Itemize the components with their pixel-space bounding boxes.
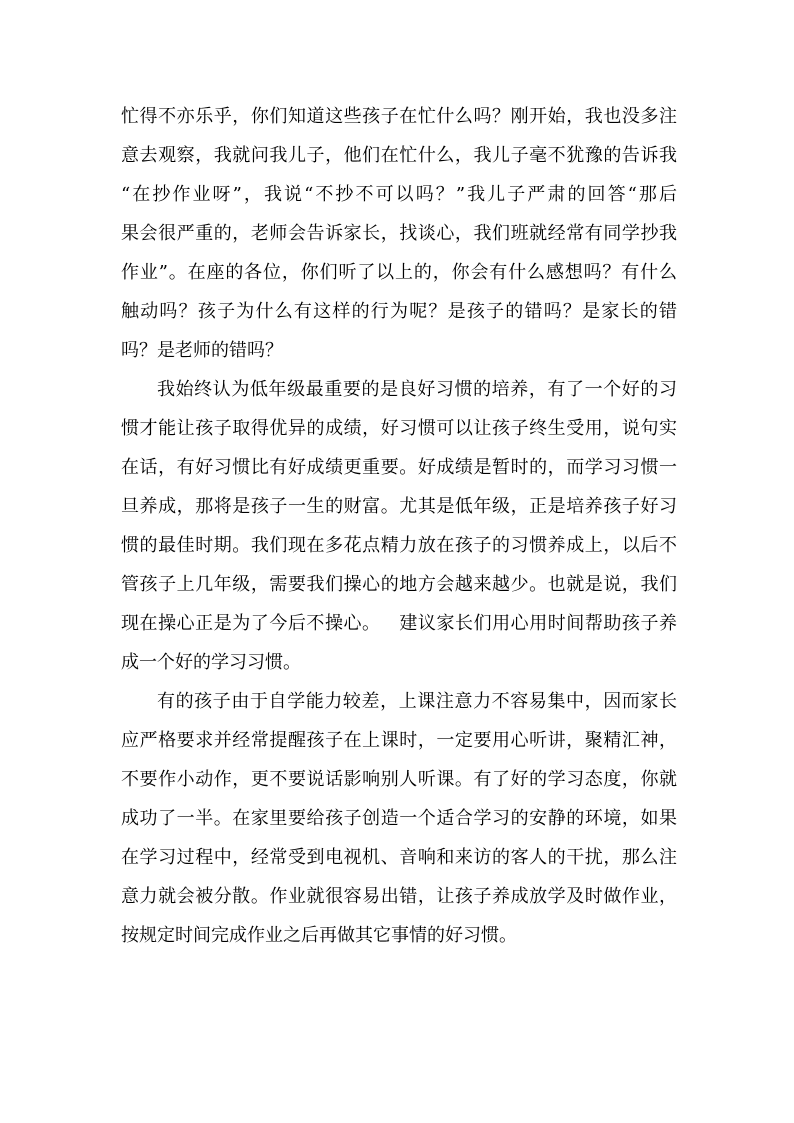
text-line: 成功了一半。在家里要给孩子创造一个适合学习的安静的环境，如果 <box>121 808 677 829</box>
text-line: 在学习过程中，经常受到电视机、音响和来访的客人的干扰，那么注 <box>121 847 677 868</box>
text-line: 旦养成，那将是孩子一生的财富。尤其是低年级，正是培养孩子好习 <box>121 496 677 517</box>
text-line: 成一个好的学习习惯。 <box>121 652 301 673</box>
text-line: 有的孩子由于自学能力较差，上课注意力不容易集中，因而家长 <box>157 691 677 712</box>
paragraph-1 <box>121 97 677 370</box>
text-line: 触动吗？孩子为什么有这样的行为呢？是孩子的错吗？是家长的错 <box>121 301 677 322</box>
text-line: 管孩子上几年级，需要我们操心的地方会越来越少。也就是说，我们 <box>121 574 677 595</box>
text-line: 作业”。在座的各位，你们听了以上的，你会有什么感想吗？有什么 <box>121 262 677 283</box>
text-line: 现在操心正是为了今后不操心。 建议家长们用心用时间帮助孩子养 <box>121 613 677 634</box>
text-line: “在抄作业呀”，我说“不抄不可以吗？”我儿子严肃的回答“那后 <box>121 184 677 205</box>
text-line: 吗？是老师的错吗？ <box>121 340 283 361</box>
text-line: 按规定时间完成作业之后再做其它事情的好习惯。 <box>121 925 517 946</box>
paragraph-3 <box>121 682 677 955</box>
text-line: 应严格要求并经常提醒孩子在上课时，一定要用心听讲，聚精汇神， <box>121 730 677 751</box>
text-line: 意力就会被分散。作业就很容易出错，让孩子养成放学及时做作业， <box>121 886 677 907</box>
text-line: 惯的最佳时期。我们现在多花点精力放在孩子的习惯养成上，以后不 <box>121 535 677 556</box>
text-line: 不要作小动作，更不要说话影响别人听课。有了好的学习态度，你就 <box>121 769 677 790</box>
document-body <box>121 97 677 955</box>
text-line: 惯才能让孩子取得优异的成绩，好习惯可以让孩子终生受用，说句实 <box>121 418 677 439</box>
text-line: 意去观察，我就问我儿子，他们在忙什么，我儿子毫不犹豫的告诉我 <box>121 145 677 166</box>
text-line: 我始终认为低年级最重要的是良好习惯的培养，有了一个好的习 <box>157 379 677 400</box>
text-line: 忙得不亦乐乎，你们知道这些孩子在忙什么吗？刚开始，我也没多注 <box>121 106 677 127</box>
paragraph-2 <box>121 370 677 682</box>
text-line: 在话，有好习惯比有好成绩更重要。好成绩是暂时的，而学习习惯一 <box>121 457 677 478</box>
text-line: 果会很严重的，老师会告诉家长，找谈心，我们班就经常有同学抄我 <box>121 223 677 244</box>
